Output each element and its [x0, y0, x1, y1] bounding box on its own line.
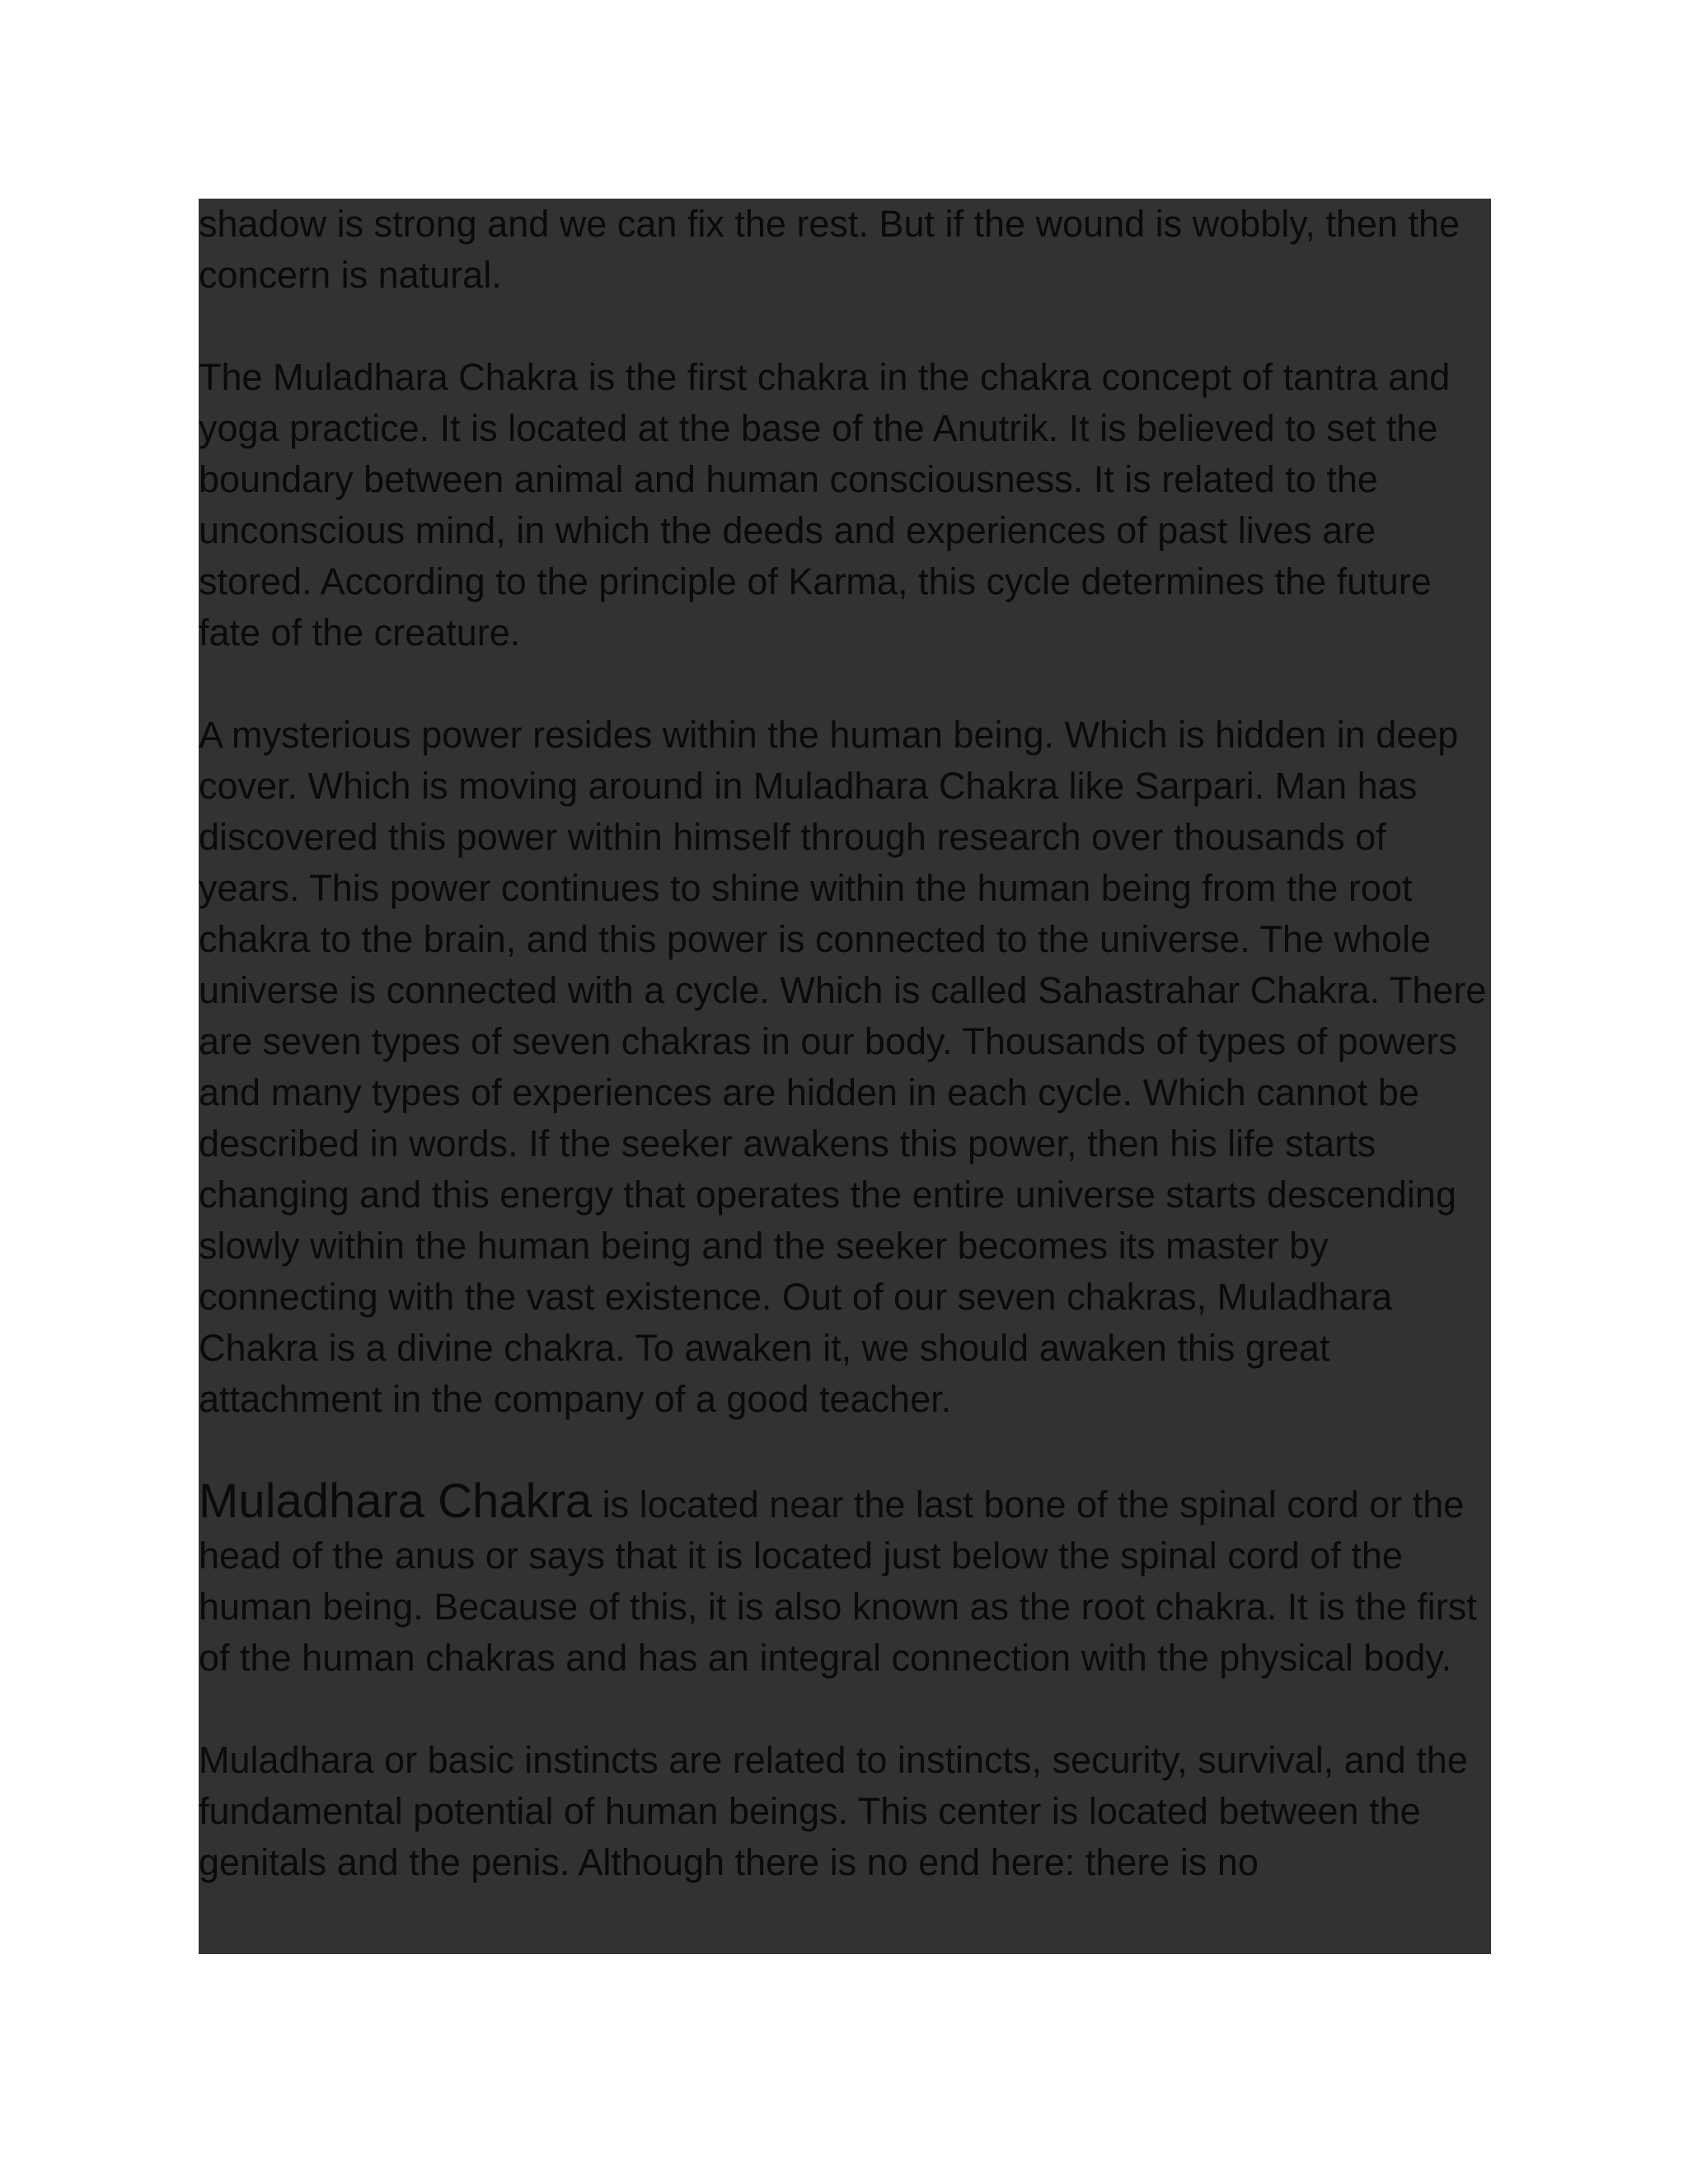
- paragraph-gap: [199, 301, 1491, 352]
- paragraph-muladhara-intro: The Muladhara Chakra is the first chakra in the chakra concept of tantra and yoga practice. It is located at the base of the Anutrik. It is believed to set the boundary between animal and human consciousness. It is related to the unconscious mind, in which the deeds and experiences of past lives are stored. According to the principle of Karma, this cycle determines the future fate of the creature.: [199, 356, 1451, 654]
- paragraph-gap: [199, 658, 1491, 710]
- paragraph-gap: [199, 1684, 1491, 1735]
- inline-heading-muladhara-chakra: Muladhara Chakra: [199, 1474, 593, 1528]
- paragraph-location-body: is located near the last bone of the spinal cord or the head of the anus or says that it is located just below the spinal cord of the human being. Because of this, it is also known as the root chakra. It is the first of the human chakras and has an integral connection with the physical body.: [199, 1483, 1477, 1679]
- document-text-block: [199, 199, 1491, 1954]
- paragraph-basic-instincts: Muladhara or basic instincts are related to instincts, security, survival, and the fundamental potential of human beings. This center is located between the genitals and the penis. Although there is no end here: there is no: [199, 1739, 1468, 1883]
- paragraph-muladhara-location: [199, 1476, 1491, 1684]
- paragraph-gap: [199, 1425, 1491, 1476]
- paragraph-mysterious-power: A mysterious power resides within the human being. Which is hidden in deep cover. Which is moving around in Muladhara Chakra like Sarpari. Man has discovered this power within himself through research over thousands of years. This power continues to shine within the human being from the root chakra to the brain, and this power is connected to the universe. The whole universe is connected with a cycle. Which is called Sahastrahar Chakra. There are seven types of seven chakras in our body. Thousands of types of powers and many types of experiences are hidden in each cycle. Which cannot be described in words. If the seeker awakens this power, then his life starts changing and this energy that operates the entire universe starts descending slowly within the human being and the seeker becomes its master by connecting with the vast existence. Out of our seven chakras, Muladhara Chakra is a divine chakra. To awaken it, we should awaken this great attachment in the company of a good teacher.: [199, 714, 1487, 1420]
- paragraph-shadow: shadow is strong and we can fix the rest. But if the wound is wobbly, then the concern is natural.: [199, 203, 1461, 296]
